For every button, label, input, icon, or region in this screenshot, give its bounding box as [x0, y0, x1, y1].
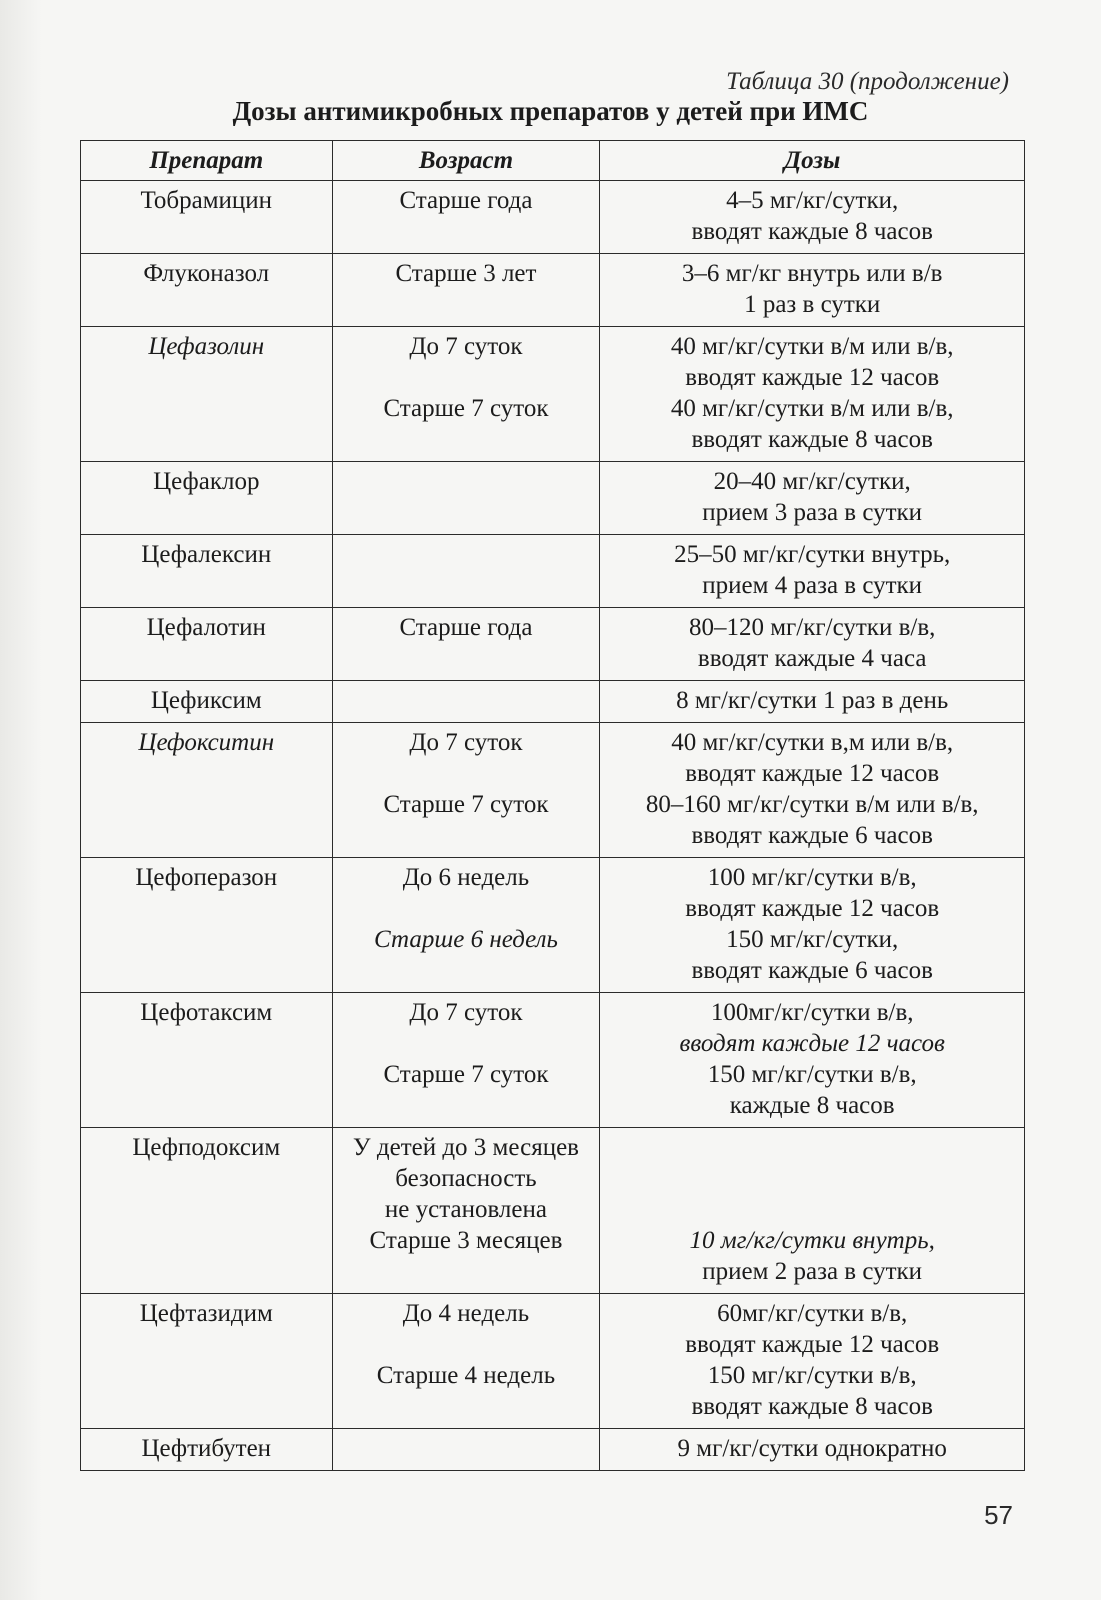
table-row — [81, 723, 1025, 858]
table-header-row — [81, 141, 1025, 181]
dose-line: 150 мг/кг/сутки в/в, — [707, 1061, 917, 1088]
drug-name: Цефаклор — [81, 462, 333, 535]
age-line: Старше 7 суток — [383, 395, 549, 422]
dose-line: вводят каждые 6 часов — [691, 822, 933, 849]
table-title: Дозы антимикробных препаратов у детей при ИМС — [232, 96, 869, 126]
age-cell — [332, 858, 600, 993]
dose-line: 100мг/кг/сутки в/в, — [710, 999, 914, 1026]
dose-cell — [600, 181, 1025, 254]
dose-cell — [600, 254, 1025, 327]
age-line: Старше 7 суток — [383, 791, 549, 818]
dose-line: вводят каждые 6 часов — [691, 957, 933, 984]
dose-line: вводят каждые 12 часов — [685, 364, 940, 391]
dose-line: 3–6 мг/кг внутрь или в/в — [681, 260, 943, 287]
page-edge-shadow — [0, 0, 42, 1600]
dose-line: 25–50 мг/кг/сутки внутрь, — [674, 541, 951, 568]
dose-line: вводят каждые 8 часов — [691, 1393, 933, 1420]
table-row — [81, 462, 1025, 535]
age-cell — [332, 608, 600, 681]
age-line: До 7 суток — [409, 999, 523, 1026]
dose-line: вводят каждые 12 часов — [685, 895, 940, 922]
table-row — [81, 254, 1025, 327]
age-line: не установлена — [384, 1196, 547, 1223]
age-cell — [332, 535, 600, 608]
age-cell — [332, 254, 600, 327]
age-cell — [332, 1128, 600, 1294]
dose-line: вводят каждые 12 часов — [679, 1030, 945, 1057]
dose-cell — [600, 462, 1025, 535]
table-row — [81, 858, 1025, 993]
table-row — [81, 993, 1025, 1128]
dose-line: 40 мг/кг/сутки в/м или в/в, — [670, 333, 954, 360]
age-line: Старше 4 недель — [376, 1362, 556, 1389]
age-cell — [332, 681, 600, 723]
drug-name: Цефазолин — [81, 327, 333, 462]
page-number: 57 — [984, 1500, 1013, 1530]
age-cell — [332, 1294, 600, 1429]
drug-name: Цефиксим — [81, 681, 333, 723]
dose-cell — [600, 1429, 1025, 1471]
dose-line: 9 мг/кг/сутки однократно — [677, 1435, 947, 1462]
age-line: Старше 6 недель — [373, 926, 558, 953]
age-line: Старше года — [399, 187, 533, 214]
dose-cell — [600, 1128, 1025, 1294]
table-row — [81, 1294, 1025, 1429]
column-header-dose: Дозы — [600, 141, 1025, 181]
dose-line: вводят каждые 12 часов — [685, 760, 940, 787]
age-line: безопасность — [395, 1165, 537, 1192]
dose-cell — [600, 723, 1025, 858]
dose-line: 150 мг/кг/сутки, — [726, 926, 899, 953]
table-row — [81, 535, 1025, 608]
table-row — [81, 327, 1025, 462]
dose-line: 150 мг/кг/сутки в/в, — [707, 1362, 917, 1389]
table-row — [81, 608, 1025, 681]
drug-name: Цефалексин — [81, 535, 333, 608]
drug-name: Флуконазол — [81, 254, 333, 327]
drug-name: Цефокситин — [81, 723, 333, 858]
dose-cell — [600, 993, 1025, 1128]
age-cell — [332, 327, 600, 462]
drug-name: Цефотаксим — [81, 993, 333, 1128]
dose-cell — [600, 608, 1025, 681]
dose-line: вводят каждые 8 часов — [691, 218, 933, 245]
table-row — [81, 681, 1025, 723]
dose-line: 40 мг/кг/сутки в,м или в/в, — [671, 729, 954, 756]
dose-line: 100 мг/кг/сутки в/в, — [707, 864, 917, 891]
dose-line: 4–5 мг/кг/сутки, — [726, 187, 899, 214]
table-row — [81, 181, 1025, 254]
age-line: До 7 суток — [409, 729, 523, 756]
column-header-age: Возраст — [332, 141, 600, 181]
dose-line: 40 мг/кг/сутки в/м или в/в, — [670, 395, 954, 422]
age-cell — [332, 462, 600, 535]
age-line: До 6 недель — [402, 864, 530, 891]
drug-name: Цефоперазон — [81, 858, 333, 993]
dose-line: 1 раз в сутки — [744, 291, 881, 318]
dose-line: 60мг/кг/сутки в/в, — [717, 1300, 908, 1327]
age-line: Старше 7 суток — [383, 1061, 549, 1088]
age-line: Старше года — [399, 614, 533, 641]
age-line: У детей до 3 месяцев — [352, 1134, 579, 1161]
dose-cell — [600, 1294, 1025, 1429]
table-row — [81, 1128, 1025, 1294]
drug-name: Цефалотин — [81, 608, 333, 681]
dose-line: прием 3 раза в сутки — [702, 499, 923, 526]
dose-line: 80–160 мг/кг/сутки в/м или в/в, — [645, 791, 979, 818]
dose-line: вводят каждые 12 часов — [685, 1331, 940, 1358]
dose-line: вводят каждые 4 часа — [697, 645, 927, 672]
dose-line: 80–120 мг/кг/сутки в/в, — [688, 614, 936, 641]
drug-name: Цефподоксим — [81, 1128, 333, 1294]
dose-line: вводят каждые 8 часов — [691, 426, 933, 453]
dose-cell — [600, 535, 1025, 608]
drug-name: Цефтибутен — [81, 1429, 333, 1471]
dose-line: 10 мг/кг/сутки внутрь, — [689, 1227, 935, 1254]
age-cell — [332, 181, 600, 254]
drug-name: Тобрамицин — [81, 181, 333, 254]
dose-cell — [600, 681, 1025, 723]
dose-cell — [600, 858, 1025, 993]
column-header-drug: Препарат — [81, 141, 333, 181]
dose-cell — [600, 327, 1025, 462]
age-line: Старше 3 лет — [395, 260, 537, 287]
dosage-table — [80, 140, 1025, 1471]
table-continuation-label: Таблица 30 (продолжение) — [726, 68, 1009, 95]
dose-line: каждые 8 часов — [729, 1092, 895, 1119]
age-cell — [332, 993, 600, 1128]
table-row — [81, 1429, 1025, 1471]
dose-line: 20–40 мг/кг/сутки, — [713, 468, 911, 495]
dose-line: 8 мг/кг/сутки 1 раз в день — [676, 687, 949, 714]
dose-line: прием 4 раза в сутки — [702, 572, 923, 599]
age-cell — [332, 723, 600, 858]
dose-line: прием 2 раза в сутки — [702, 1258, 923, 1285]
age-line: До 4 недель — [402, 1300, 530, 1327]
age-cell — [332, 1429, 600, 1471]
drug-name: Цефтазидим — [81, 1294, 333, 1429]
age-line: До 7 суток — [409, 333, 523, 360]
age-line: Старше 3 месяцев — [369, 1227, 563, 1254]
